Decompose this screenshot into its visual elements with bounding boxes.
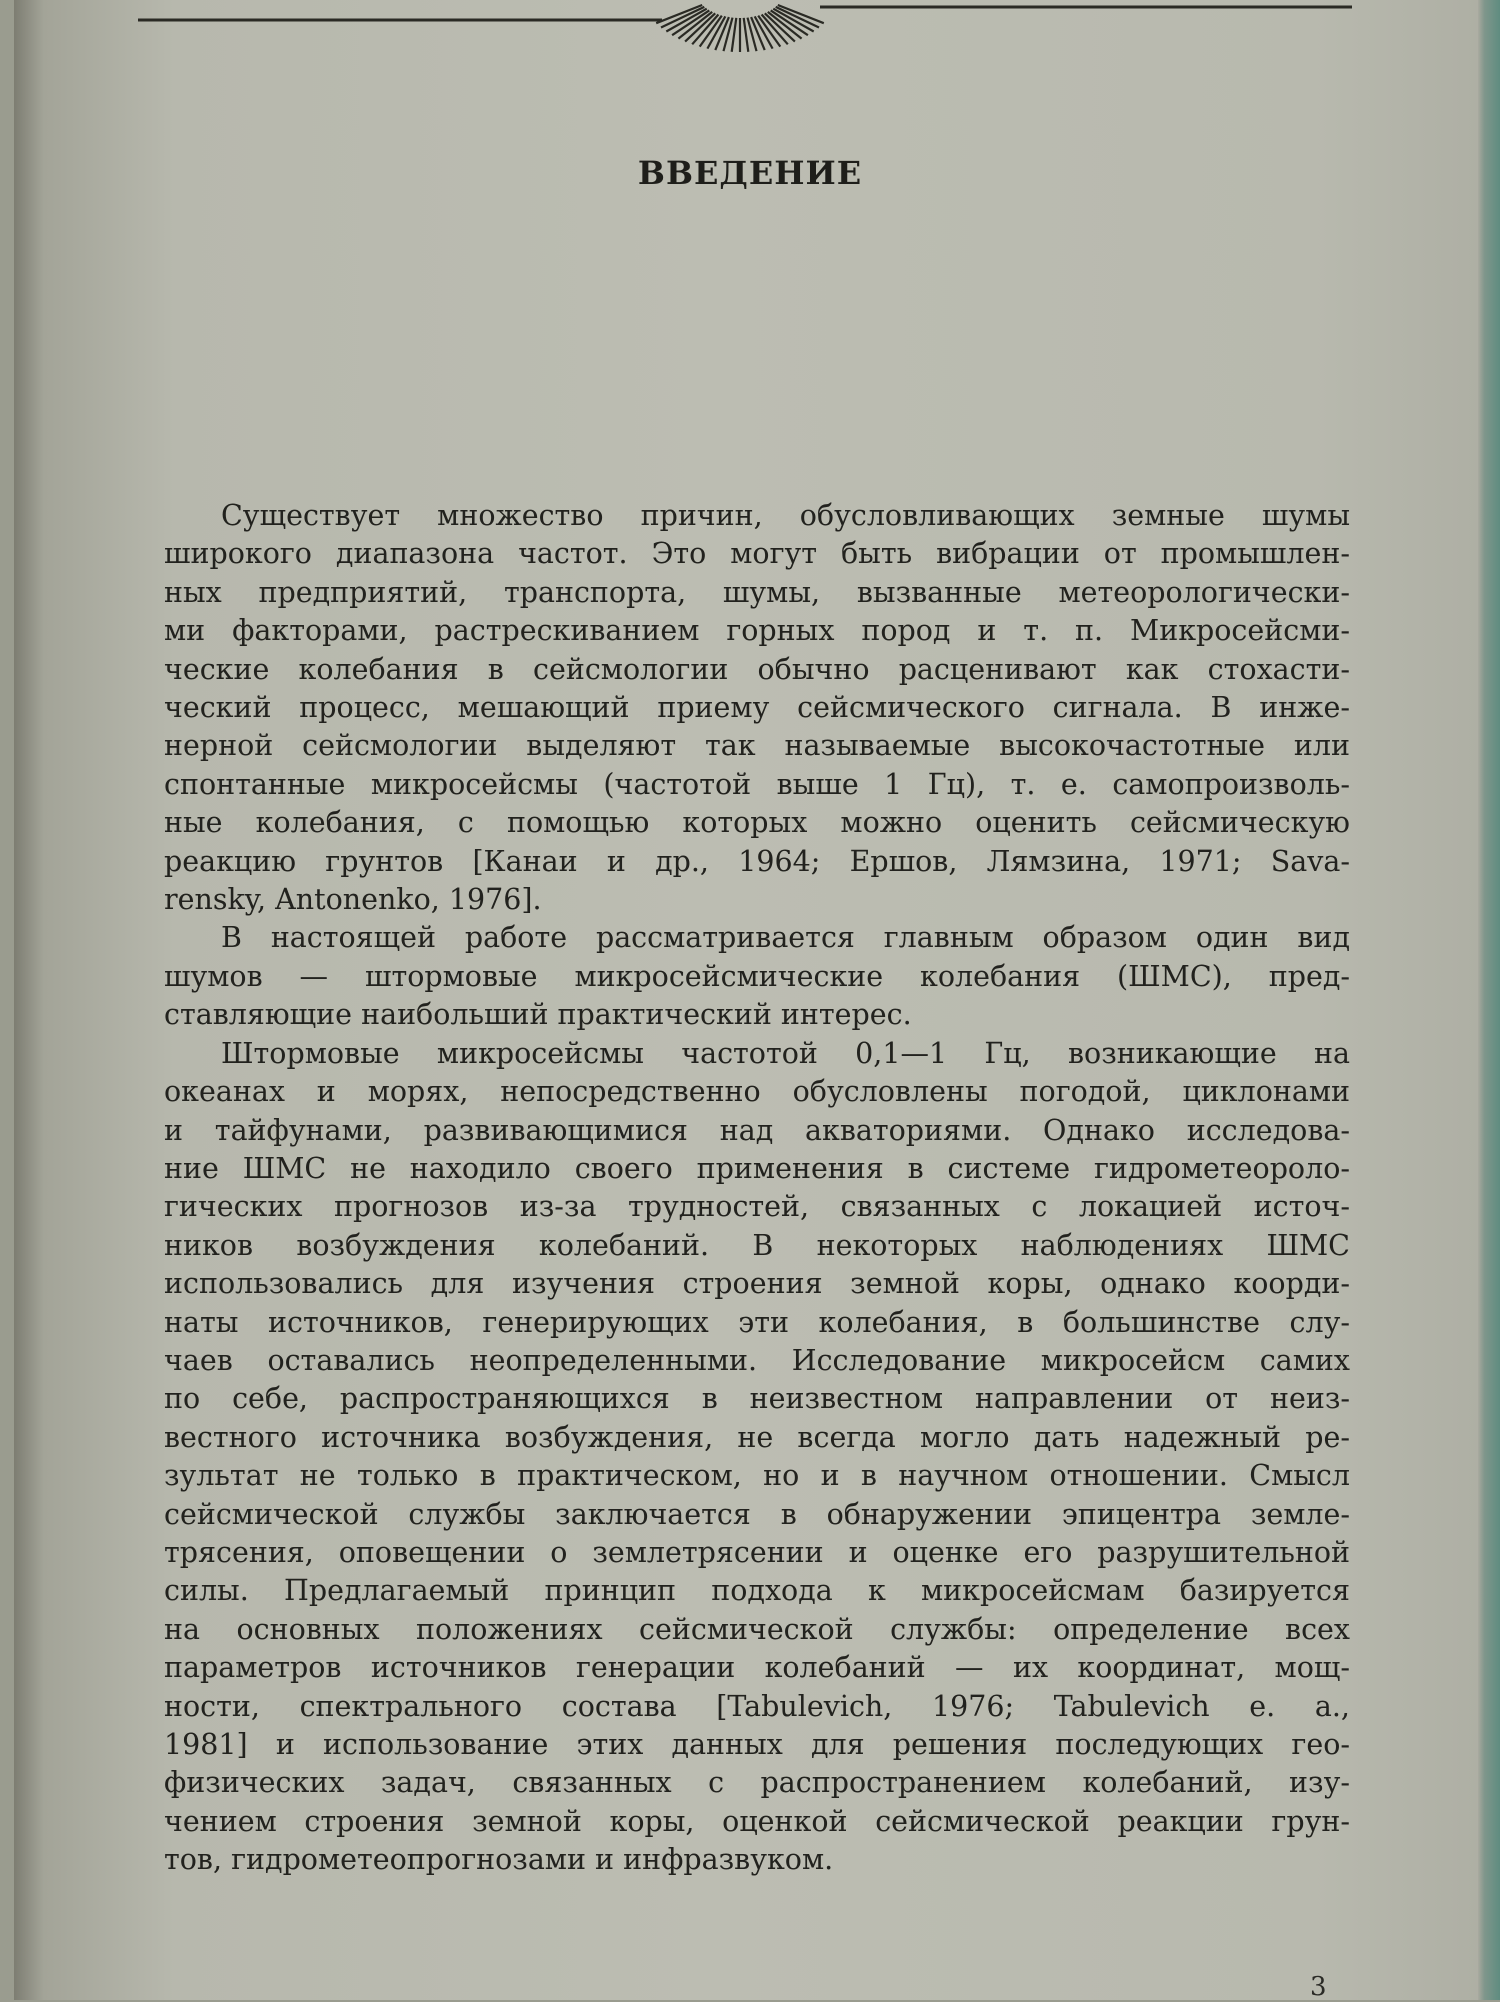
text-line: нерной сейсмологии выделяют так называемые высокочастотные или bbox=[164, 729, 1350, 763]
text-line: тов, гидрометеопрогнозами и инфразвуком. bbox=[164, 1843, 834, 1877]
text-line: трясения, оповещении о землетрясении и оценке его разрушительной bbox=[164, 1535, 1350, 1569]
text-line: ческие колебания в сейсмологии обычно расценивают как стохасти- bbox=[164, 652, 1350, 686]
text-line: силы. Предлагаемый принцип подхода к микросейсмам базируется bbox=[164, 1574, 1350, 1608]
ornament-ray bbox=[724, 18, 733, 52]
text-line: вестного источника возбуждения, не всегда могло дать надежный ре- bbox=[164, 1420, 1350, 1454]
text-line: ние ШМС не находило своего применения в системе гидрометеороло- bbox=[164, 1151, 1350, 1185]
text-line: ности, спектрального состава [Tabulevich, 1976; Tabulevich e. a., bbox=[164, 1689, 1350, 1723]
text-line: параметров источников генерации колебаний — их координат, мощ- bbox=[164, 1651, 1350, 1685]
page-number: 3 bbox=[1310, 1972, 1327, 2002]
text-line: гических прогнозов из-за трудностей, связанных с локацией источ- bbox=[164, 1190, 1350, 1224]
page-title: ВВЕДЕНИЕ bbox=[637, 154, 863, 192]
text-line: чением строения земной коры, оценкой сейсмической реакции грун- bbox=[164, 1804, 1350, 1838]
text-line: ников возбуждения колебаний. В некоторых наблюдениях ШМС bbox=[164, 1228, 1350, 1262]
text-line: ческий процесс, мешающий приему сейсмического сигнала. В инже- bbox=[164, 691, 1350, 725]
text-line: чаев оставались неопределенными. Исследование микросейсм самих bbox=[164, 1343, 1350, 1377]
text-line: ставляющие наибольший практический интерес. bbox=[164, 998, 912, 1032]
text-line: на основных положениях сейсмической службы: определение всех bbox=[164, 1612, 1350, 1646]
text-line: широкого диапазона частот. Это могут быть вибрации от промышлен- bbox=[164, 537, 1350, 571]
ornament-ray bbox=[744, 18, 749, 52]
text-line: океанах и морях, непосредственно обусловлены погодой, циклонами bbox=[164, 1075, 1350, 1109]
text-line: наты источников, генерирующих эти колебания, в большинстве слу- bbox=[164, 1305, 1350, 1339]
text-line: сейсмической службы заключается в обнаружении эпицентра земле- bbox=[164, 1497, 1350, 1531]
sunburst-ornament-icon bbox=[0, 0, 1500, 70]
text-line: Штормовые микросейсмы частотой 0,1—1 Гц, возникающие на bbox=[221, 1036, 1350, 1070]
body-text bbox=[164, 497, 1350, 1880]
ornament-ray bbox=[748, 18, 757, 52]
text-line: зультат не только в практическом, но и в научном отношении. Смысл bbox=[164, 1459, 1350, 1493]
text-line: ми факторами, растрескиванием горных пород и т. п. Микросейсми- bbox=[164, 614, 1350, 648]
text-line: 1981] и использование этих данных для решения последующих гео- bbox=[164, 1728, 1350, 1761]
page-edge bbox=[1478, 0, 1500, 2000]
text-line: ных предприятий, транспорта, шумы, вызванные метеорологически- bbox=[164, 575, 1350, 609]
text-line: rensky, Antonenko, 1976]. bbox=[164, 883, 542, 917]
text-line: по себе, распространяющихся в неизвестном направлении от неиз- bbox=[164, 1382, 1350, 1416]
text-line: физических задач, связанных с распространением колебаний, изу- bbox=[164, 1766, 1350, 1800]
text-line: спонтанные микросейсмы (частотой выше 1 Гц), т. е. самопроизволь- bbox=[164, 767, 1350, 801]
text-line: шумов — штормовые микросейсмические колебания (ШМС), пред- bbox=[164, 959, 1350, 993]
text-line: использовались для изучения строения земной коры, однако коорди- bbox=[164, 1267, 1350, 1301]
text-line: реакцию грунтов [Канаи и др., 1964; Ершов, Лямзина, 1971; Sava- bbox=[164, 844, 1350, 878]
text-line: Существует множество причин, обусловливающих земные шумы bbox=[221, 499, 1350, 532]
text-line: и тайфунами, развивающимися над акваториями. Однако исследова- bbox=[164, 1113, 1350, 1147]
ornament-ray bbox=[732, 18, 737, 52]
text-line: ные колебания, с помощью которых можно оценить сейсмическую bbox=[164, 806, 1350, 840]
text-line: В настоящей работе рассматривается главным образом один вид bbox=[221, 921, 1350, 955]
